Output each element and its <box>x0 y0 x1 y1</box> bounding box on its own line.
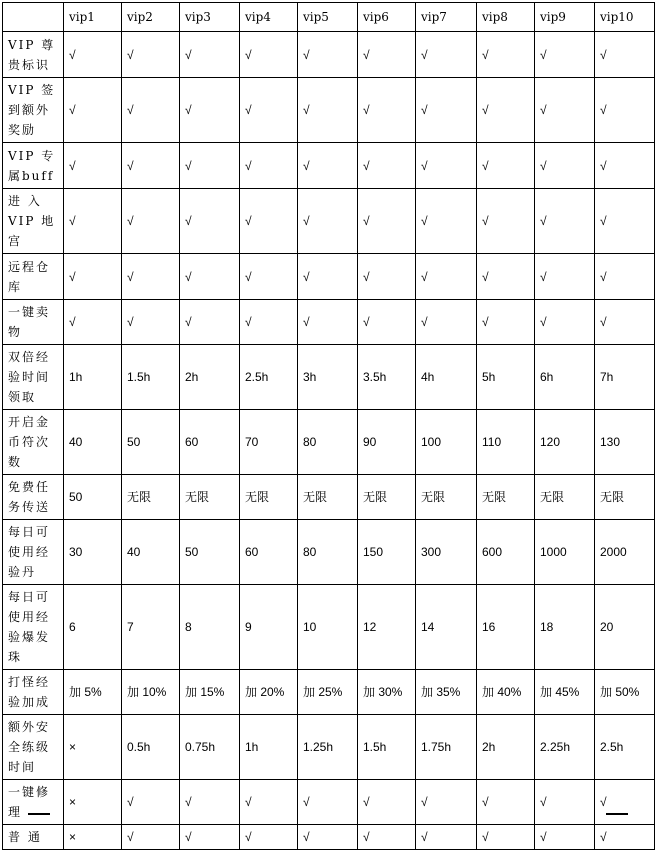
table-cell-vip2: √ <box>122 78 180 143</box>
table-cell-vip7: √ <box>416 189 477 254</box>
table-cell-vip9: √ <box>535 32 595 78</box>
table-cell-vip9: √ <box>535 780 595 825</box>
table-cell-vip3: 50 <box>180 520 240 585</box>
table-cell-vip10: √ <box>595 32 655 78</box>
row-label: 每日可使用经验丹 <box>3 520 64 585</box>
table-cell-vip9: 18 <box>535 585 595 670</box>
row-label: 双倍经验时间领取 <box>3 345 64 410</box>
row-label: 一键卖物 <box>3 300 64 345</box>
table-cell-vip3: √ <box>180 780 240 825</box>
table-cell-vip5: √ <box>298 78 358 143</box>
table-cell-vip8: √ <box>477 780 535 825</box>
table-cell-vip1: 40 <box>64 410 122 475</box>
table-cell-vip6: 12 <box>358 585 416 670</box>
table-cell-vip3: 2h <box>180 345 240 410</box>
table-cell-vip6: √ <box>358 189 416 254</box>
table-cell-vip10: 2.5h <box>595 715 655 780</box>
cut-off-row-mark <box>606 813 628 815</box>
table-cell-vip10: 20 <box>595 585 655 670</box>
table-row <box>3 32 655 78</box>
table-cell-vip5: √ <box>298 143 358 189</box>
row-label: 进 入 VIP 地宫 <box>3 189 64 254</box>
table-cell-vip4: √ <box>240 780 298 825</box>
table-cell-vip4: √ <box>240 143 298 189</box>
table-cell-vip9: 1000 <box>535 520 595 585</box>
table-cell-vip5: √ <box>298 300 358 345</box>
table-cell-vip10: 无限 <box>595 475 655 520</box>
table-row <box>3 143 655 189</box>
table-cell-vip8: √ <box>477 78 535 143</box>
row-label: 打怪经验加成 <box>3 670 64 715</box>
table-cell-vip1: √ <box>64 143 122 189</box>
table-cell-vip4: 无限 <box>240 475 298 520</box>
header-vip2: vip2 <box>122 3 180 32</box>
table-cell-vip6: √ <box>358 78 416 143</box>
table-cell-vip10: √ <box>595 780 655 825</box>
table-cell-vip3: √ <box>180 300 240 345</box>
table-cell-vip9: 120 <box>535 410 595 475</box>
header-vip5: vip5 <box>298 3 358 32</box>
table-cell-vip6: √ <box>358 825 416 850</box>
row-label: 普 通 <box>3 825 64 850</box>
table-cell-vip3: 60 <box>180 410 240 475</box>
table-cell-vip6: 3.5h <box>358 345 416 410</box>
table-cell-vip1: √ <box>64 32 122 78</box>
table-cell-vip6: 加 30% <box>358 670 416 715</box>
table-cell-vip4: 2.5h <box>240 345 298 410</box>
table-cell-vip2: √ <box>122 189 180 254</box>
row-label: 额外安全练级时间 <box>3 715 64 780</box>
table-cell-vip1: 50 <box>64 475 122 520</box>
table-cell-vip4: √ <box>240 78 298 143</box>
table-cell-vip7: 无限 <box>416 475 477 520</box>
table-row <box>3 300 655 345</box>
table-cell-vip2: 50 <box>122 410 180 475</box>
table-cell-vip1: √ <box>64 78 122 143</box>
table-cell-vip5: 80 <box>298 520 358 585</box>
table-row <box>3 254 655 300</box>
table-cell-vip10: √ <box>595 78 655 143</box>
table-cell-vip10: √ <box>595 189 655 254</box>
table-row <box>3 475 655 520</box>
table-cell-vip8: 2h <box>477 715 535 780</box>
table-cell-vip3: 8 <box>180 585 240 670</box>
table-cell-vip2: 1.5h <box>122 345 180 410</box>
table-row <box>3 670 655 715</box>
table-row <box>3 520 655 585</box>
table-cell-vip4: 70 <box>240 410 298 475</box>
row-label: 远程仓库 <box>3 254 64 300</box>
table-cell-vip9: √ <box>535 254 595 300</box>
table-cell-vip9: √ <box>535 300 595 345</box>
header-vip3: vip3 <box>180 3 240 32</box>
table-cell-vip2: √ <box>122 143 180 189</box>
table-cell-vip6: √ <box>358 300 416 345</box>
table-cell-vip1: 1h <box>64 345 122 410</box>
table-row <box>3 78 655 143</box>
table-cell-vip4: √ <box>240 32 298 78</box>
table-cell-vip6: 1.5h <box>358 715 416 780</box>
table-cell-vip7: 100 <box>416 410 477 475</box>
table-cell-vip8: √ <box>477 300 535 345</box>
table-cell-vip7: 14 <box>416 585 477 670</box>
table-row <box>3 189 655 254</box>
table-cell-vip4: √ <box>240 300 298 345</box>
table-cell-vip4: 9 <box>240 585 298 670</box>
table-cell-vip5: 加 25% <box>298 670 358 715</box>
table-cell-vip7: √ <box>416 780 477 825</box>
table-cell-vip7: 加 35% <box>416 670 477 715</box>
table-row <box>3 715 655 780</box>
table-cell-vip7: √ <box>416 32 477 78</box>
table-cell-vip10: 加 50% <box>595 670 655 715</box>
table-cell-vip5: √ <box>298 254 358 300</box>
table-cell-vip2: √ <box>122 825 180 850</box>
table-cell-vip9: 2.25h <box>535 715 595 780</box>
table-cell-vip8: 600 <box>477 520 535 585</box>
table-cell-vip9: 加 45% <box>535 670 595 715</box>
table-cell-vip8: 16 <box>477 585 535 670</box>
table-cell-vip10: √ <box>595 825 655 850</box>
header-vip1: vip1 <box>64 3 122 32</box>
table-cell-vip9: 无限 <box>535 475 595 520</box>
table-cell-vip3: √ <box>180 78 240 143</box>
table-cell-vip5: 10 <box>298 585 358 670</box>
header-corner <box>3 3 64 32</box>
table-cell-vip3: √ <box>180 825 240 850</box>
table-cell-vip2: 0.5h <box>122 715 180 780</box>
table-cell-vip3: 0.75h <box>180 715 240 780</box>
table-cell-vip9: √ <box>535 189 595 254</box>
table-cell-vip6: 150 <box>358 520 416 585</box>
table-cell-vip4: √ <box>240 825 298 850</box>
table-cell-vip1: × <box>64 780 122 825</box>
table-cell-vip7: 300 <box>416 520 477 585</box>
table-cell-vip7: √ <box>416 825 477 850</box>
table-cell-vip3: √ <box>180 32 240 78</box>
table-cell-vip8: 5h <box>477 345 535 410</box>
table-cell-vip3: 无限 <box>180 475 240 520</box>
header-vip4: vip4 <box>240 3 298 32</box>
table-cell-vip1: √ <box>64 254 122 300</box>
table-row <box>3 780 655 825</box>
vip-privileges-table <box>2 2 655 850</box>
table-cell-vip1: 加 5% <box>64 670 122 715</box>
table-cell-vip2: 40 <box>122 520 180 585</box>
table-cell-vip4: 加 20% <box>240 670 298 715</box>
table-cell-vip7: √ <box>416 143 477 189</box>
table-cell-vip8: 无限 <box>477 475 535 520</box>
table-cell-vip2: √ <box>122 32 180 78</box>
table-cell-vip10: √ <box>595 254 655 300</box>
table-cell-vip4: √ <box>240 254 298 300</box>
table-cell-vip5: 1.25h <box>298 715 358 780</box>
table-cell-vip7: √ <box>416 78 477 143</box>
table-cell-vip1: 30 <box>64 520 122 585</box>
table-cell-vip10: √ <box>595 143 655 189</box>
table-cell-vip9: √ <box>535 78 595 143</box>
header-vip6: vip6 <box>358 3 416 32</box>
table-cell-vip7: √ <box>416 254 477 300</box>
header-vip10: vip10 <box>595 3 655 32</box>
table-cell-vip10: √ <box>595 300 655 345</box>
header-row <box>3 3 655 32</box>
row-label: VIP 签到额外奖励 <box>3 78 64 143</box>
table-cell-vip10: 130 <box>595 410 655 475</box>
table-cell-vip5: 无限 <box>298 475 358 520</box>
table-cell-vip1: × <box>64 715 122 780</box>
table-cell-vip5: √ <box>298 780 358 825</box>
table-cell-vip1: × <box>64 825 122 850</box>
table-body <box>3 32 655 850</box>
table-cell-vip8: 加 40% <box>477 670 535 715</box>
table-cell-vip6: √ <box>358 254 416 300</box>
table-cell-vip6: √ <box>358 32 416 78</box>
table-cell-vip9: √ <box>535 825 595 850</box>
table-cell-vip5: √ <box>298 825 358 850</box>
table-cell-vip1: 6 <box>64 585 122 670</box>
table-cell-vip8: 110 <box>477 410 535 475</box>
row-label: 免费任务传送 <box>3 475 64 520</box>
table-cell-vip5: √ <box>298 32 358 78</box>
table-row <box>3 585 655 670</box>
table-row <box>3 345 655 410</box>
table-cell-vip6: √ <box>358 780 416 825</box>
table-cell-vip7: 4h <box>416 345 477 410</box>
table-cell-vip3: √ <box>180 254 240 300</box>
table-cell-vip8: √ <box>477 143 535 189</box>
cut-off-row-mark <box>28 813 50 815</box>
table-cell-vip2: √ <box>122 254 180 300</box>
table-cell-vip9: 6h <box>535 345 595 410</box>
header-vip7: vip7 <box>416 3 477 32</box>
row-label: 一键修理 <box>3 780 64 825</box>
table-cell-vip2: 7 <box>122 585 180 670</box>
table-cell-vip6: √ <box>358 143 416 189</box>
table-cell-vip2: 加 10% <box>122 670 180 715</box>
table-cell-vip2: 无限 <box>122 475 180 520</box>
table-cell-vip3: √ <box>180 189 240 254</box>
table-cell-vip8: √ <box>477 189 535 254</box>
table-cell-vip3: √ <box>180 143 240 189</box>
table-cell-vip10: 7h <box>595 345 655 410</box>
header-vip8: vip8 <box>477 3 535 32</box>
row-label: VIP 尊贵标识 <box>3 32 64 78</box>
table-cell-vip4: 60 <box>240 520 298 585</box>
table-cell-vip10: 2000 <box>595 520 655 585</box>
row-label: VIP 专属buff <box>3 143 64 189</box>
table-cell-vip4: √ <box>240 189 298 254</box>
table-cell-vip5: 3h <box>298 345 358 410</box>
table-cell-vip2: √ <box>122 300 180 345</box>
table-cell-vip6: 90 <box>358 410 416 475</box>
header-vip9: vip9 <box>535 3 595 32</box>
table-cell-vip4: 1h <box>240 715 298 780</box>
table-cell-vip6: 无限 <box>358 475 416 520</box>
table-cell-vip8: √ <box>477 32 535 78</box>
table-row <box>3 825 655 850</box>
table-cell-vip8: √ <box>477 825 535 850</box>
table-cell-vip8: √ <box>477 254 535 300</box>
table-cell-vip5: √ <box>298 189 358 254</box>
table-cell-vip9: √ <box>535 143 595 189</box>
table-cell-vip3: 加 15% <box>180 670 240 715</box>
table-row <box>3 410 655 475</box>
table-cell-vip5: 80 <box>298 410 358 475</box>
table-cell-vip2: √ <box>122 780 180 825</box>
table-cell-vip7: √ <box>416 300 477 345</box>
table-cell-vip7: 1.75h <box>416 715 477 780</box>
row-label: 开启金币符次数 <box>3 410 64 475</box>
row-label: 每日可使用经验爆发珠 <box>3 585 64 670</box>
table-cell-vip1: √ <box>64 189 122 254</box>
table-cell-vip1: √ <box>64 300 122 345</box>
